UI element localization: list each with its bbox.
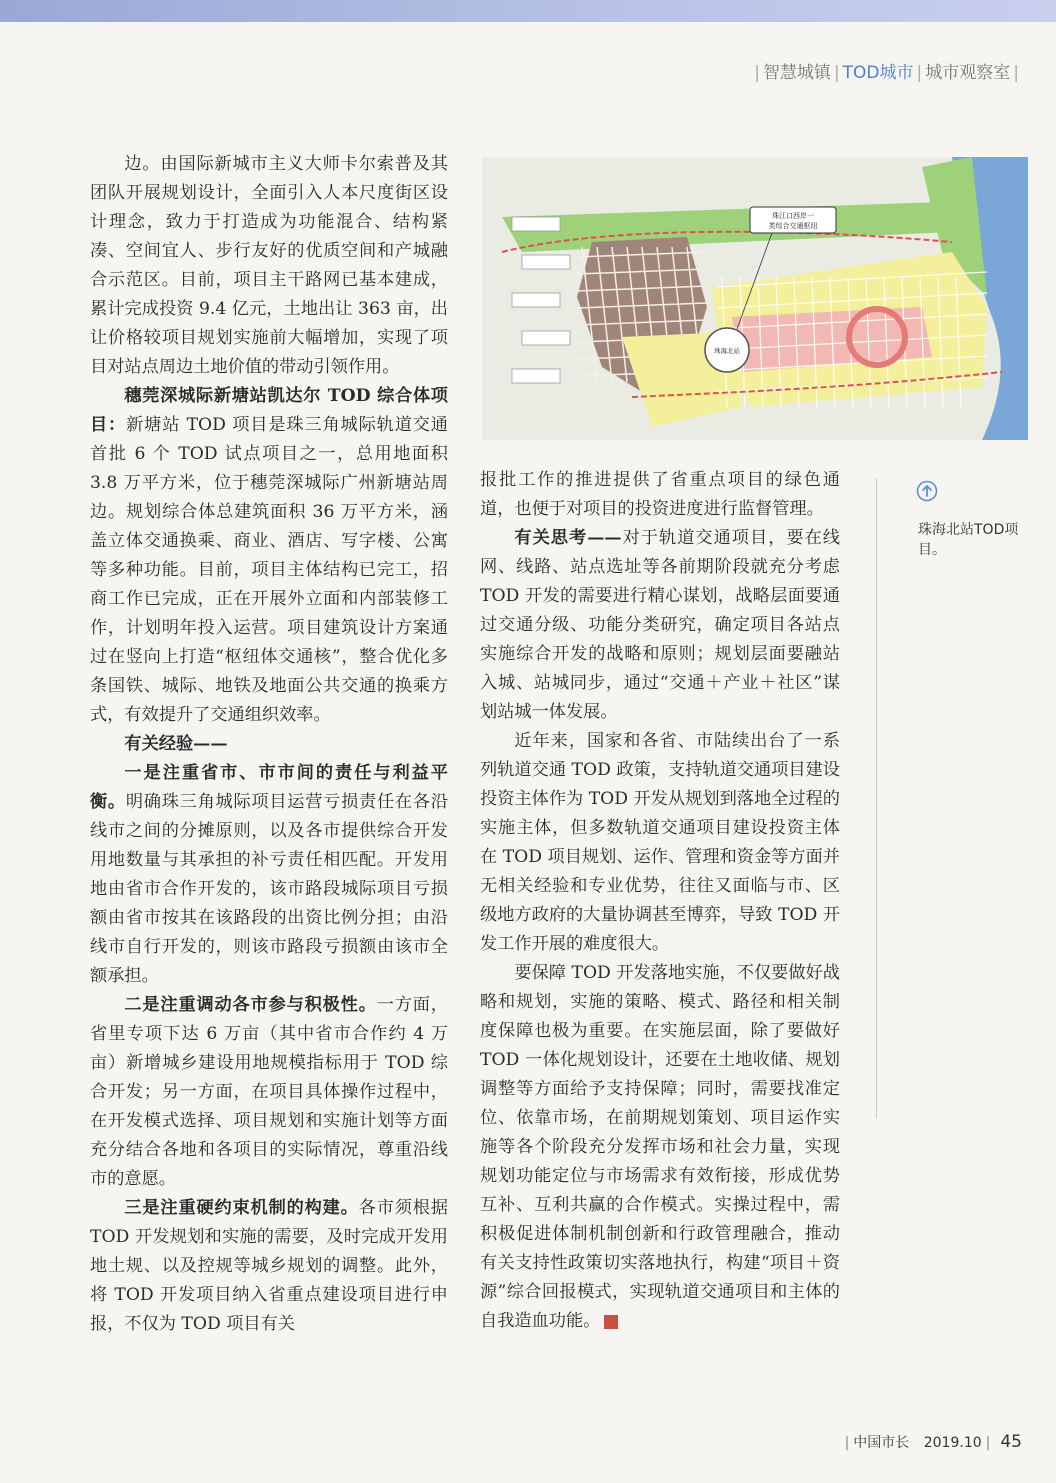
map-label-station: 珠海北站 (714, 347, 740, 355)
bold-lead: 有关经验—— (124, 734, 228, 754)
section-city-observatory[interactable]: 城市观察室 (925, 63, 1011, 83)
paragraph-text: 边。由国际新城市主义大师卡尔索普及其团队开展规划设计，全面引入人本尺度街区设计理念，致力于打造成为功能混合、结构紧凑、空间宜人、步行友好的优质空间和产城融合示范区。目前，项目主干路网已基本建成，累计完成投资 9.4 亿元，土地出让 363 亩，出让价格较项目规划实施前大幅增加，实现了项目对站点周边土地价值的带动引领作用。 (90, 154, 448, 377)
paragraph (480, 959, 840, 1336)
section-nav: | 智慧城镇 | TOD城市 | 城市观察室 | (754, 63, 1019, 83)
map-label-hub: 珠江口西岸一 (772, 212, 814, 220)
map-callout-box (512, 369, 560, 383)
bold-lead: 三是注重硬约束机制的构建。 (124, 1198, 359, 1218)
map-callout-box (512, 293, 560, 307)
paragraph (480, 524, 840, 727)
map-callout-box (522, 331, 570, 345)
page-number: 45 (1000, 1432, 1022, 1452)
figure-caption: 珠海北站TOD项目。 (918, 522, 1019, 558)
page-footer: | 中国市长 2019.10 | 45 (844, 1432, 1022, 1452)
end-mark-icon (604, 1315, 618, 1329)
up-arrow-circle-icon (916, 480, 938, 502)
figure-planning-map (482, 157, 1028, 440)
section-smart-town[interactable]: 智慧城镇 (762, 63, 831, 83)
paragraph (90, 1194, 448, 1339)
magazine-name: 中国市长 (853, 1435, 910, 1451)
paragraph (90, 759, 448, 991)
bold-lead: 二是注重调动各市参与积极性。 (124, 995, 377, 1015)
left-text-column (90, 150, 448, 1339)
top-color-band (0, 0, 1056, 22)
paragraph-text: 要保障 TOD 开发落地实施，不仅要做好战略和规划，实施的策略、模式、路径和相关制度保障也极为重要。在实施层面，除了要做好 TOD 一体化规划设计，还要在土地收储、规划调整等方面给予支持保障；同时，需要找准定位、依靠市场，在前期规划策划、项目运作实施等各个阶段充分发挥市场和社会力量，实现规划功能定位与市场需求有效衔接，形成优势互补、互利共赢的合作模式。实操过程中，需积极促进体制机制创新和行政管理融合，推动有关支持性政策切实落地执行，构建“项目＋资源”综合回报模式，实现轨道交通项目和主体的自我造血功能。 (480, 963, 840, 1331)
paragraph-text: 近年来，国家和各省、市陆续出台了一系列轨道交通 TOD 政策，支持轨道交通项目建设投资主体作为 TOD 开发从规划到落地全过程的实施主体，但多数轨道交通项目建设投资主体在 TOD 项目规划、运作、管理和资金等方面并无相关经验和专业优势，往往又面临与市、区级地方政府的大量协调甚至博弈，导致 TOD 开发工作开展的难度很大。 (480, 731, 840, 954)
paragraph-text: 各市须根据 TOD 开发规划和实施的需要，及时完成开发用地土规、以及控规等城乡规划的调整。此外，将 TOD 开发项目纳入省重点建设项目进行申报，不仅为 TOD 项目有关 (90, 1198, 448, 1334)
paragraph-text: 新塘站 TOD 项目是珠三角城际轨道交通首批 6 个 TOD 试点项目之一，总用地面积 3.8 万平方米，位于穗莞深城际广州新塘站周边。规划综合体总建筑面积 36 万平方米，涵盖立体交通换乘、商业、酒店、写字楼、公寓等多种功能。目前，项目主体结构已完工，招商工作已完成，正在开展外立面和内部装修工作，计划明年投入运营。项目建筑设计方案通过在竖向上打造“枢纽体交通核”，整合优化多条国铁、城际、地铁及地面公共交通的换乘方式，有效提升了交通组织效率。 (90, 415, 448, 725)
paragraph (480, 466, 840, 524)
map-callout-box (512, 217, 560, 231)
map-callout-box (522, 255, 570, 269)
paragraph (480, 727, 840, 959)
bold-lead: 一是注重省市、市市间的责任与利益平衡。 (90, 763, 448, 812)
map-label-hub-line2: 类综合交通枢纽 (768, 222, 818, 230)
paragraph (90, 150, 448, 382)
issue-date: 2019.10 (923, 1435, 982, 1451)
paragraph (90, 991, 448, 1194)
paragraph-text: 明确珠三角城际项目运营亏损责任在各沿线市之间的分摊原则，以及各市提供综合开发用地数量与其承担的补亏责任相匹配。开发用地由省市合作开发的，该市路段城际项目亏损额由省市按其在该路段的出资比例分担；由沿线市自行开发的，则该市路段亏损额由该市全额承担。 (90, 792, 448, 986)
caption-divider (876, 478, 877, 1118)
right-text-column (480, 466, 840, 1336)
bold-lead: 穗莞深城际新塘站凯达尔 TOD 综合体项目： (90, 386, 448, 435)
paragraph (90, 730, 448, 759)
paragraph-text: 报批工作的推进提供了省重点项目的绿色通道，也便于对项目的投资进度进行监督管理。 (480, 470, 840, 519)
paragraph (90, 382, 448, 730)
bold-lead: 有关思考—— (514, 528, 622, 548)
planning-map-graphic (482, 157, 1028, 440)
paragraph-text: 一方面，省里专项下达 6 万亩（其中省市合作约 4 万亩）新增城乡建设用地规模指标用于 TOD 综合开发；另一方面，在项目具体操作过程中，在开发模式选择、项目规划和实施计划等方面充分结合各地和各项目的实际情况，尊重沿线市的意愿。 (90, 995, 448, 1189)
paragraph-text: 对于轨道交通项目，要在线网、线路、站点选址等各前期阶段就充分考虑 TOD 开发的需要进行精心谋划，战略层面要通过交通分级、功能分类研究，确定项目各站点实施综合开发的战略和原则；规划层面要融站入城、站城同步，通过“交通＋产业＋社区”谋划站城一体发展。 (480, 528, 840, 722)
section-tod-city[interactable]: TOD城市 (842, 63, 914, 83)
